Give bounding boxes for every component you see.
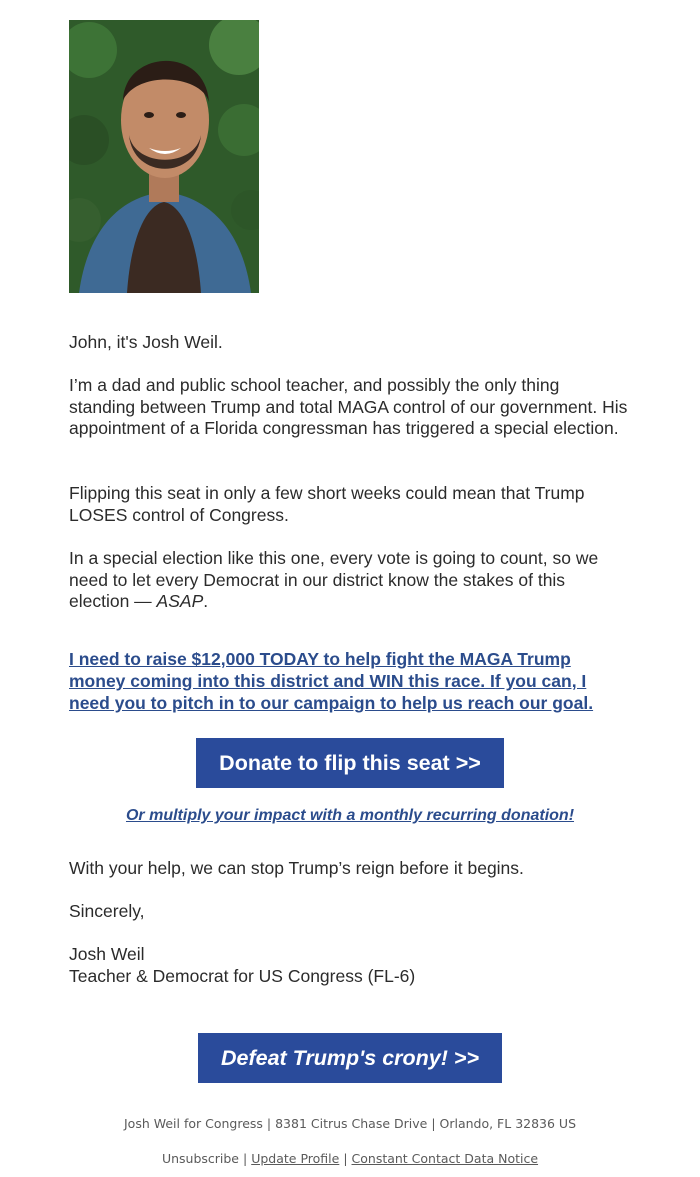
- special-election-text: In a special election like this one, every vote is going to count, so we need to let every Democrat in our district know the stakes of this election —: [69, 548, 599, 611]
- monthly-donation-link[interactable]: Or multiply your impact with a monthly recurring donation!: [125, 807, 575, 824]
- candidate-photo: [69, 20, 259, 293]
- donate-button[interactable]: Donate to flip this seat >>: [196, 738, 504, 788]
- footer-separator: |: [243, 1151, 248, 1166]
- signature-title: Teacher & Democrat for US Congress (FL-6): [69, 966, 416, 986]
- intro-paragraph: I’m a dad and public school teacher, and possibly the only thing standing between Trump and total MAGA control of our government. His appointment of a Florida congressman has triggered a special election.: [69, 375, 628, 438]
- unsubscribe-link[interactable]: Unsubscribe: [161, 1151, 240, 1166]
- update-profile-link[interactable]: Update Profile: [251, 1151, 340, 1166]
- defeat-button[interactable]: Defeat Trump's crony! >>: [198, 1033, 502, 1083]
- greeting-text: John, it's Josh Weil.: [69, 332, 223, 352]
- sign-off: Sincerely,: [69, 901, 145, 921]
- special-election-paragraph: [69, 548, 629, 613]
- flip-paragraph: Flipping this seat in only a few short weeks could mean that Trump LOSES control of Congress.: [69, 483, 585, 525]
- help-paragraph: With your help, we can stop Trump’s reign before it begins.: [69, 858, 524, 878]
- data-notice-link[interactable]: Constant Contact Data Notice: [351, 1151, 539, 1166]
- appeal-link[interactable]: I need to raise $12,000 TODAY to help fight the MAGA Trump money coming into this district and WIN this race. If you can, I need you to pitch in to our campaign to help us reach our goal.: [69, 649, 594, 713]
- special-election-end: .: [203, 591, 209, 611]
- signature-name: Josh Weil: [69, 944, 145, 964]
- footer-links: [0, 1151, 700, 1166]
- footer-separator: |: [343, 1151, 348, 1166]
- asap-emphasis: ASAP: [156, 591, 204, 611]
- footer-address: Josh Weil for Congress | 8381 Citrus Chase Drive | Orlando, FL 32836 US: [123, 1116, 577, 1131]
